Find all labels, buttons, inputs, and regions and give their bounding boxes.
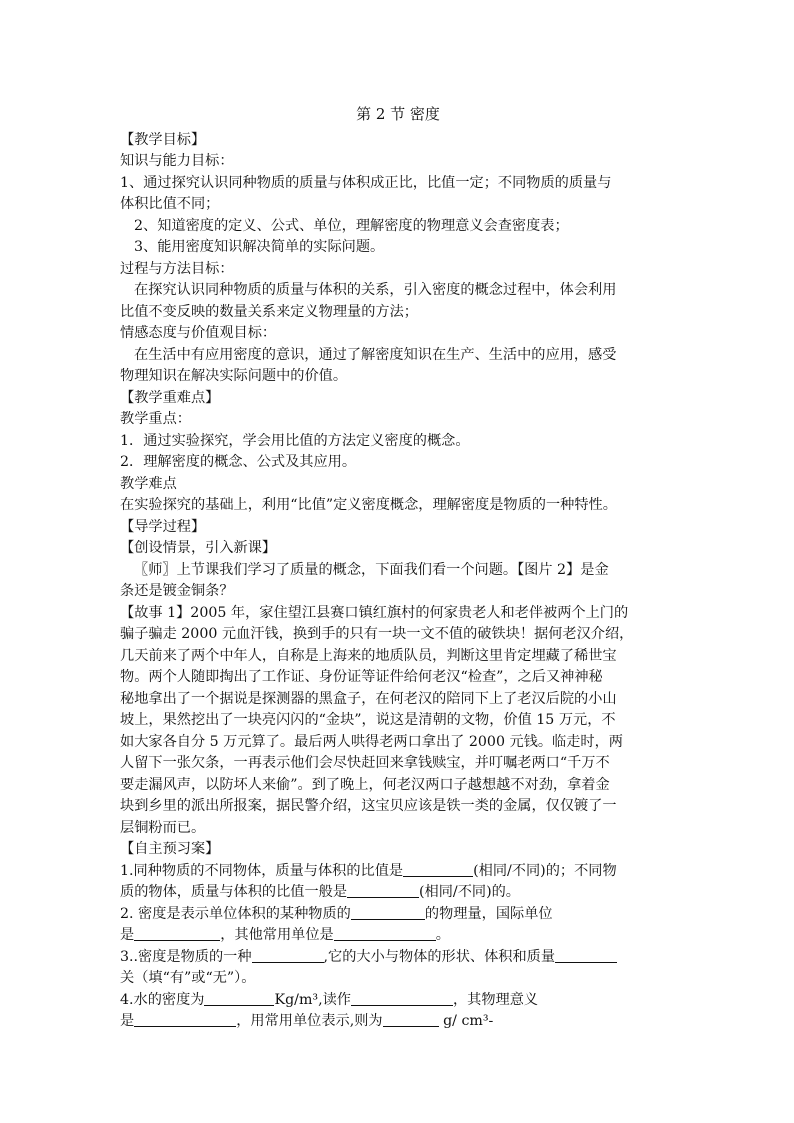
question-2a-text-2: 的物理量，国际单位: [424, 905, 553, 922]
story-line: 块到乡里的派出所报案，据民警介绍，这宝贝应该是铁一类的金属，仅仅镀了一: [120, 798, 617, 814]
question-3a-text-2: ,它的大小与物体的形状、体积和质量: [323, 948, 556, 965]
question-3b: 关（填“有”或“无”）。: [120, 970, 256, 986]
question-1b: [120, 882, 676, 904]
question-2a-text: 2. 密度是表示单位体积的某种物质的: [120, 905, 351, 922]
question-2a: [120, 904, 676, 926]
key-header: 【教学重难点】: [120, 389, 220, 406]
story-line: 几天前来了两个中年人，自称是上海来的地质队员，判断这里肯定埋藏了稀世宝: [120, 647, 617, 664]
difficulty-item-1: 在实验探究的基础上，利用“比值”定义密度概念，理解密度是物质的一种特性。: [120, 497, 617, 513]
answer-blank[interactable]: [252, 947, 324, 963]
preview-header: 【自主预习案】: [120, 841, 220, 857]
story-line: 要走漏风声，以防坏人来偷”。到了晚上，何老汉两口子越想越不对劲，拿着金: [120, 776, 610, 793]
document-page: [120, 104, 676, 1033]
question-3a-text: 3..密度是物质的一种: [120, 948, 252, 965]
question-4b: [120, 1011, 676, 1033]
difficulty-subheader: 教学难点: [120, 475, 177, 492]
answer-blank[interactable]: [204, 990, 274, 1006]
story-line: 秘地拿出了一个据说是探测器的黑盒子，在何老汉的陪同下上了老汉后院的小山: [120, 690, 617, 707]
knowledge-item-3: 3、能用密度知识解决简单的实际问题。: [134, 239, 385, 255]
story-line: 人留下一张欠条，一再表示他们会尽快赶回来拿钱赎宝，并叮嘱老两口“千万不: [120, 755, 610, 771]
question-4b-text-2: ，用常用单位表示,则为: [236, 1013, 383, 1029]
question-4a-text-3: ，其物理意义: [452, 991, 539, 1008]
question-1a-text: 1.同种物质的不同物体，质量与体积的比值是: [120, 862, 404, 879]
goals-header: 【教学目标】: [120, 131, 206, 148]
process-header: 过程与方法目标：: [120, 260, 234, 277]
knowledge-header: 知识与能力目标：: [120, 153, 234, 169]
story-line: 物。两个人随即掏出了工作证、身份证等证件给何老汉“检查”，之后又神神秘: [120, 669, 603, 685]
question-3a: [120, 947, 676, 969]
answer-blank[interactable]: [347, 882, 419, 898]
story-line: 如大家各自分 5 万元算了。最后两人哄得老两口拿出了 2000 元钱。临走时，两: [120, 733, 623, 750]
question-4b-text: 是: [120, 1013, 135, 1029]
answer-blank[interactable]: [403, 861, 473, 877]
question-4a: [120, 990, 676, 1012]
teacher-line-a: 〖师〗上节课我们学习了质量的概念，下面我们看一个问题。【图片 2】是金: [134, 561, 609, 578]
teacher-line-b: 条还是镀金铜条？: [120, 583, 234, 599]
emotion-header: 情感态度与价值观目标：: [120, 325, 277, 341]
answer-blank[interactable]: [134, 1011, 236, 1027]
question-1a: [120, 861, 676, 883]
process-item-1a: 在探究认识同种物质的质量与体积的关系，引入密度的概念过程中，体会利用: [134, 282, 617, 298]
knowledge-item-1a: 1、通过探究认识同种物质的质量与体积成正比，比值一定；不同物质的质量与: [120, 174, 612, 191]
answer-blank[interactable]: [383, 1011, 439, 1027]
question-1a-text-2: (相同/不同)的；不同物: [473, 862, 617, 879]
scene-header: 【创设情景，引入新课】: [120, 540, 277, 556]
question-2b-text-3: 。: [435, 927, 450, 943]
answer-blank[interactable]: [134, 925, 220, 941]
key-item-2: 2．理解密度的概念、公式及其应用。: [120, 454, 357, 470]
key-subheader: 教学重点：: [120, 411, 191, 427]
emotion-item-1a: 在生活中有应用密度的意识，通过了解密度知识在生产、生活中的应用，感受: [134, 346, 617, 363]
process-item-1b: 比值不变反映的数量关系来定义物理量的方法；: [120, 303, 418, 320]
knowledge-item-1b: 体积比值不同；: [120, 196, 220, 212]
question-1b-text-2: (相同/不同)的。: [419, 884, 520, 900]
story-line: 骗子骗走 2000 元血汗钱，换到手的只有一块一文不值的破铁块！据何老汉介绍，: [120, 626, 634, 642]
question-4b-text-3: g/ cm³-: [438, 1013, 494, 1029]
answer-blank[interactable]: [555, 947, 617, 963]
guide-header: 【导学过程】: [120, 518, 206, 535]
question-1b-text: 质的物体，质量与体积的比值一般是: [120, 884, 348, 900]
emotion-item-1b: 物理知识在解决实际问题中的价值。: [120, 368, 348, 384]
answer-blank[interactable]: [351, 904, 425, 920]
question-2b: [120, 925, 676, 947]
key-item-1: 1．通过实验探究，学会用比值的方法定义密度的概念。: [120, 432, 470, 449]
story-line: 坡上，果然挖出了一块亮闪闪的“金块”，说这是清朝的文物，价值 15 万元，不: [120, 712, 616, 728]
page-title: 第 2 节 密度: [356, 105, 440, 123]
question-4a-text: 4.水的密度为: [120, 991, 205, 1008]
answer-blank[interactable]: [351, 990, 453, 1006]
answer-blank[interactable]: [334, 925, 436, 941]
knowledge-item-2: 2、知道密度的定义、公式、单位，理解密度的物理意义会查密度表；: [134, 217, 569, 234]
question-4a-text-2: Kg/m³,读作: [274, 991, 351, 1008]
story-line: 【故事 1】2005 年，家住望江县赛口镇红旗村的何家贵老人和老伴被两个上门的: [120, 604, 629, 621]
question-2b-text-2: ，其他常用单位是: [220, 927, 334, 943]
question-2b-text: 是: [120, 927, 135, 943]
story-line: 层铜粉而已。: [120, 819, 206, 836]
